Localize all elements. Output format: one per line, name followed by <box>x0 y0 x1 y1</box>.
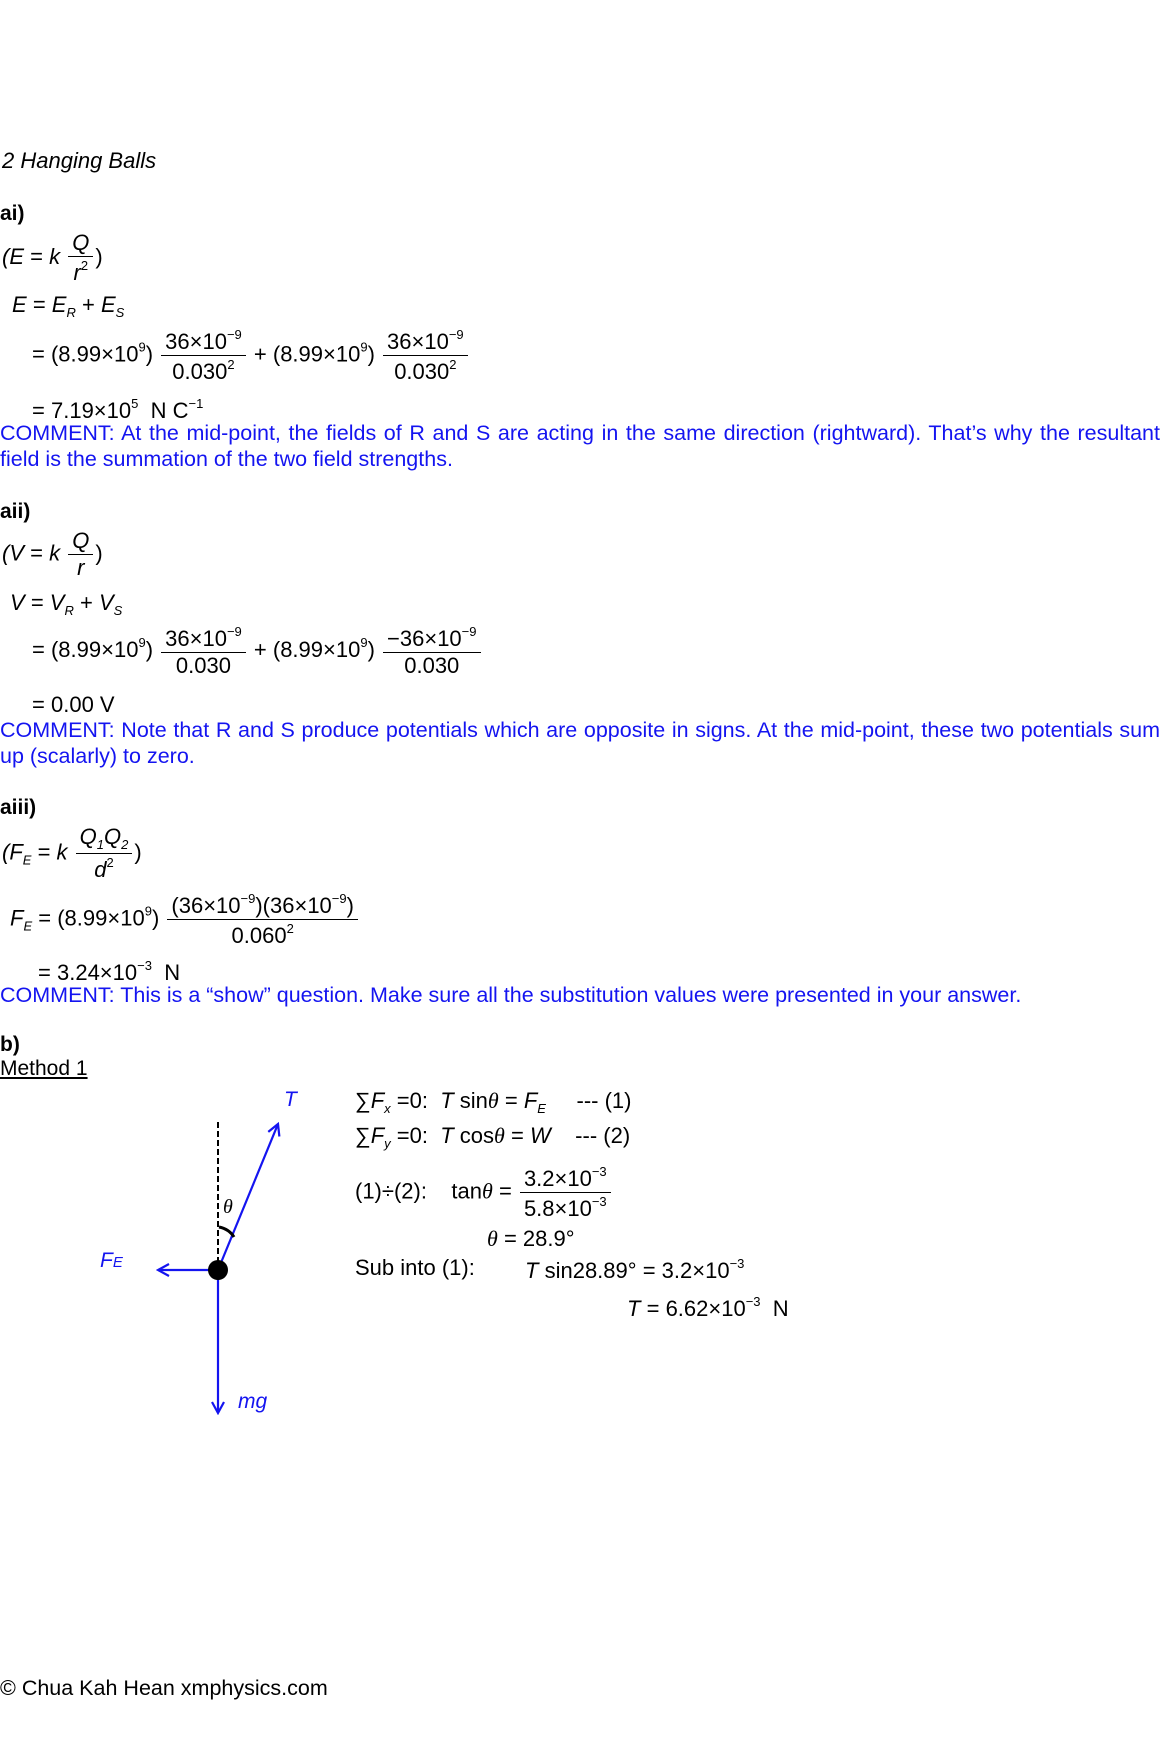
symbol: (F <box>2 839 23 865</box>
plus: + <box>80 590 93 615</box>
subscript: R <box>66 305 76 320</box>
b-eq4 <box>487 1228 575 1250</box>
value: 36×10 <box>387 329 449 354</box>
exponent: 2 <box>286 921 294 936</box>
subscript: 1 <box>96 837 105 852</box>
theta: θ <box>494 1123 505 1148</box>
unit: N <box>164 960 181 985</box>
exponent: −3 <box>137 958 152 973</box>
symbol: (V <box>2 540 24 566</box>
symbol-k: k <box>49 540 61 566</box>
equals: = <box>498 1178 512 1204</box>
equals: = <box>30 540 43 566</box>
symbol: V <box>10 590 25 615</box>
exponent: −9 <box>226 327 242 342</box>
subscript: E <box>22 852 32 868</box>
sum-symbol: ∑ <box>355 1088 371 1113</box>
symbol: T <box>440 1088 454 1113</box>
paren: ) <box>151 905 160 931</box>
numerator: Q <box>68 530 93 555</box>
exponent: −3 <box>729 1256 745 1271</box>
exponent: 9 <box>138 339 146 355</box>
exponent: 2 <box>449 357 457 372</box>
theta: θ <box>487 1226 498 1251</box>
symbol: r <box>73 260 81 285</box>
theta: θ <box>482 1178 493 1204</box>
plus: + <box>253 636 267 662</box>
part-ai-label: ai) <box>0 202 25 225</box>
coefficient: (8.99×10 <box>272 341 361 367</box>
equals: = <box>32 292 46 317</box>
paren: ) <box>145 341 154 367</box>
exponent: 9 <box>138 634 146 650</box>
angle-label: θ <box>223 1196 233 1218</box>
b-eq3 <box>355 1165 613 1220</box>
page-title: 2 Hanging Balls <box>2 148 157 173</box>
equation-tag: --- (2) <box>575 1123 631 1148</box>
aii-comment: COMMENT: Note that R and S produce potentials which are opposite in signs. At the mid-point, these two potentials sum up (scalarly) to zero. <box>0 718 1160 768</box>
equation-tag: --- (1) <box>576 1088 632 1113</box>
symbol: F <box>370 1088 385 1113</box>
footer-copyright: © Chua Kah Hean xmphysics.com <box>0 1676 328 1700</box>
exponent: 9 <box>360 339 368 355</box>
condition: =0: <box>396 1123 428 1148</box>
exponent: 5 <box>131 396 139 411</box>
method-heading: Method 1 <box>0 1057 88 1080</box>
symbol: T <box>440 1123 454 1148</box>
paren: ) <box>346 893 354 918</box>
weight-label: mg <box>238 1390 268 1413</box>
equals: = <box>510 1123 524 1148</box>
paren: ) <box>134 839 142 865</box>
angle-arc <box>219 1227 234 1237</box>
symbol: E <box>100 292 116 317</box>
part-b-label: b) <box>0 1033 20 1056</box>
coefficient: (8.99×10 <box>272 636 361 662</box>
unit: N C <box>150 398 189 423</box>
equals: = <box>37 839 51 865</box>
equals: = <box>503 1226 517 1251</box>
value: 3.2×10 <box>661 1258 730 1283</box>
electric-force-label <box>100 1249 123 1273</box>
part-aiii-label: aiii) <box>0 796 37 819</box>
symbol: F <box>370 1123 385 1148</box>
symbol-k: k <box>56 839 68 865</box>
value: 7.19×10 <box>50 398 132 423</box>
function: sin <box>459 1088 488 1113</box>
symbol: V <box>49 590 65 615</box>
function: sin <box>544 1258 573 1283</box>
equals: = <box>32 398 45 423</box>
numerator <box>520 1165 611 1193</box>
exponent: −9 <box>331 891 347 906</box>
plus: + <box>82 292 95 317</box>
symbol: E <box>12 292 27 317</box>
tension-label: T <box>284 1088 297 1111</box>
coefficient: (8.99×10 <box>50 341 139 367</box>
value: 3.24×10 <box>56 960 138 985</box>
subscript: x <box>384 1101 391 1116</box>
value: (36×10 <box>171 893 241 918</box>
equals: = <box>30 590 44 615</box>
symbol: T <box>627 1296 641 1321</box>
denominator: 0.030 <box>175 653 231 678</box>
exponent: −3 <box>745 1294 761 1309</box>
exponent: −9 <box>448 327 464 342</box>
b-eq5 <box>355 1257 475 1279</box>
exponent: −3 <box>591 1164 607 1179</box>
value: 3.2×10 <box>523 1166 592 1191</box>
symbol: d <box>94 857 107 882</box>
paren: ) <box>95 540 103 566</box>
function: cos <box>459 1123 495 1148</box>
exponent: 2 <box>80 258 89 273</box>
value: 6.62×10 <box>665 1296 746 1321</box>
symbol-k: k <box>49 243 61 269</box>
value: (36×10 <box>262 893 332 918</box>
paren: ) <box>145 636 154 662</box>
ball <box>208 1260 228 1280</box>
symbol: F <box>523 1088 538 1113</box>
symbol: V <box>98 590 114 615</box>
value: 36×10 <box>165 626 227 651</box>
subscript: y <box>384 1136 391 1151</box>
theta: θ <box>487 1088 499 1113</box>
paren: ) <box>367 636 375 662</box>
aiii-comment: COMMENT: This is a “show” question. Make sure all the substitution values were presented in your answer. <box>0 983 1022 1007</box>
value: 0.060 <box>231 923 287 948</box>
symbol: F <box>10 905 24 931</box>
subscript: S <box>113 603 123 618</box>
equals: = <box>642 1258 656 1283</box>
subscript: R <box>64 603 74 618</box>
denominator: 0.030 <box>404 653 460 678</box>
subscript: E <box>23 918 33 934</box>
symbol: F <box>100 1249 113 1272</box>
exponent: −1 <box>188 396 204 411</box>
symbol: (E <box>2 243 24 269</box>
exponent: −9 <box>461 624 477 639</box>
condition: =0: <box>396 1088 428 1113</box>
equals: = <box>38 905 52 931</box>
ai-comment: COMMENT: At the mid-point, the fields of R and S are acting in the same direction (rightward). That’s why the resultant field is the summation of the two field strengths. <box>0 421 1160 471</box>
numerator: Q <box>68 232 93 257</box>
symbol: T <box>525 1258 539 1283</box>
exponent: −3 <box>591 1194 607 1209</box>
unit: N <box>772 1296 789 1321</box>
angle-value: 28.89° <box>572 1258 637 1283</box>
exponent: −9 <box>240 891 256 906</box>
value: 0.030 <box>394 359 450 384</box>
paren: ) <box>95 243 103 269</box>
b-eq6 <box>627 1295 789 1320</box>
value: −36×10 <box>387 626 462 651</box>
value: 0.00 V <box>50 692 115 717</box>
equals: = <box>30 243 43 269</box>
b-eq5-expr <box>525 1257 744 1282</box>
symbol: Q <box>104 824 122 849</box>
symbol: W <box>529 1123 551 1148</box>
subscript: E <box>537 1101 546 1116</box>
subscript: E <box>112 1254 123 1271</box>
b-eq2 <box>355 1125 630 1150</box>
coefficient: (8.99×10 <box>57 905 145 931</box>
value: 28.9° <box>522 1226 575 1251</box>
equals: = <box>32 692 45 717</box>
denominator <box>520 1193 611 1220</box>
paren: ) <box>367 341 375 367</box>
value: 36×10 <box>165 329 227 354</box>
exponent: 2 <box>227 357 235 372</box>
function: tan <box>451 1178 483 1204</box>
subscript: 2 <box>121 837 129 852</box>
plus: + <box>253 341 267 367</box>
symbol: Q <box>79 824 97 849</box>
exponent: −9 <box>226 624 242 639</box>
sum-symbol: ∑ <box>355 1123 371 1148</box>
coefficient: (8.99×10 <box>50 636 139 662</box>
subscript: S <box>115 305 125 320</box>
paren: ) <box>255 893 263 918</box>
equals: = <box>646 1296 660 1321</box>
step-label: Sub into (1): <box>355 1255 475 1280</box>
denominator: r <box>77 555 85 580</box>
step-label: (1)÷(2): <box>355 1178 427 1204</box>
b-eq1 <box>355 1090 632 1115</box>
symbol: E <box>51 292 67 317</box>
equals: = <box>32 341 45 367</box>
exponent: 9 <box>360 634 368 650</box>
value: 5.8×10 <box>523 1196 592 1221</box>
equals: = <box>32 636 45 662</box>
equals: = <box>38 960 51 985</box>
fraction <box>520 1165 611 1220</box>
exponent: 2 <box>106 855 114 870</box>
value: 0.030 <box>172 359 228 384</box>
exponent: 9 <box>144 903 152 919</box>
part-aii-label: aii) <box>0 500 31 523</box>
equals: = <box>504 1088 518 1113</box>
